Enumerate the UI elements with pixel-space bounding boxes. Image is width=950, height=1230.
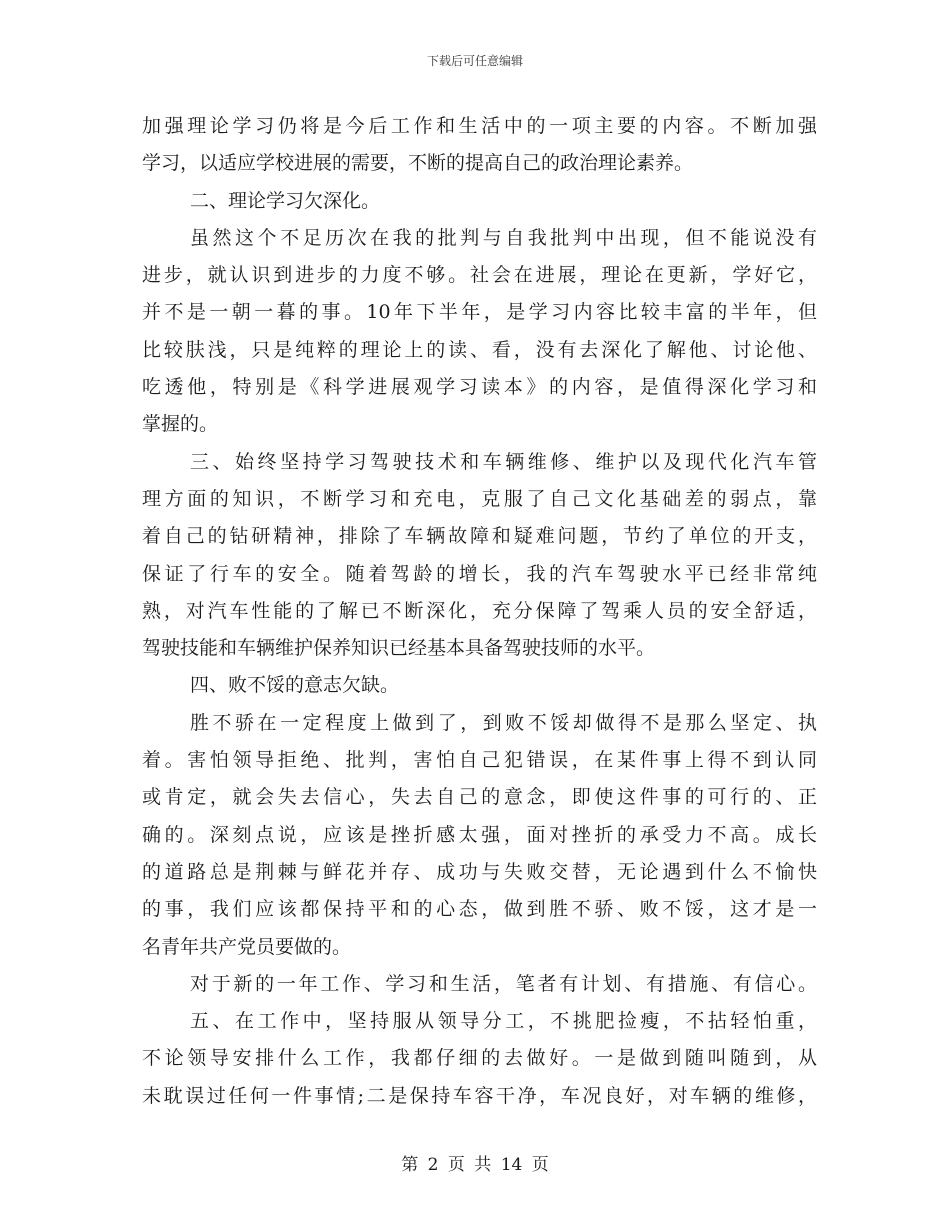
text-line: 着。害怕领导拒绝、批判，害怕自己犯错误，在某件事上得不到认同 [142, 749, 817, 772]
text-line: 二、理论学习欠深化。 [190, 189, 381, 212]
text-line: 学习，以适应学校进展的需要，不断的提高自己的政治理论素养。 [142, 152, 694, 175]
document-body [142, 108, 817, 1115]
text-line: 驾驶技能和车辆维护保养知识已经基本具备驾驶技师的水平。 [142, 637, 656, 660]
text-line: 的事，我们应该都保持平和的心态，做到胜不骄、败不馁，这才是一 [142, 898, 817, 921]
text-line: 吃透他，特别是《科学进展观学习读本》的内容，是值得深化学习和 [142, 376, 817, 399]
text-line: 三、始终坚持学习驾驶技术和车辆维修、维护以及现代化汽车管 [190, 450, 817, 473]
page-number-footer: 第 2 页 共 14 页 [401, 1155, 549, 1175]
text-line: 或肯定，就会失去信心，失去自己的意念，即使这件事的可行的、正 [142, 786, 817, 809]
page-header: 下载后可任意编辑 [426, 54, 523, 68]
text-line: 着自己的钻研精神，排除了车辆故障和疑难问题，节约了单位的开支， [142, 525, 817, 548]
text-line: 并不是一朝一暮的事。10年下半年，是学习内容比较丰富的半年，但 [142, 301, 817, 324]
text-line: 确的。深刻点说，应该是挫折感太强，面对挫折的承受力不高。成长 [142, 823, 817, 846]
text-line: 未耽误过任何一件事情;二是保持车容干净，车况良好，对车辆的维修， [142, 1084, 817, 1107]
text-line: 加强理论学习仍将是今后工作和生活中的一项主要的内容。不断加强 [142, 115, 817, 137]
text-line: 熟，对汽车性能的了解已不断深化，充分保障了驾乘人员的安全舒适， [142, 599, 817, 622]
text-line: 五、在工作中，坚持服从领导分工，不挑肥捡瘦，不拈轻怕重， [190, 1010, 817, 1033]
text-line: 比较肤浅，只是纯粹的理论上的读、看，没有去深化了解他、讨论他、 [142, 338, 817, 361]
text-line: 虽然这个不足历次在我的批判与自我批判中出现，但不能说没有 [190, 226, 817, 249]
text-line: 对于新的一年工作、学习和生活，笔者有计划、有措施、有信心。 [190, 972, 817, 995]
text-line: 四、败不馁的意志欠缺。 [190, 674, 400, 697]
text-line: 胜不骄在一定程度上做到了，到败不馁却做得不是那么坚定、执 [190, 711, 817, 734]
text-line: 的道路总是荆棘与鲜花并存、成功与失败交替，无论遇到什么不愉快 [142, 860, 817, 883]
text-line: 名青年共产党员要做的。 [142, 935, 352, 958]
text-line: 保证了行车的安全。随着驾龄的增长，我的汽车驾驶水平已经非常纯 [142, 562, 817, 585]
text-line: 掌握的。 [142, 413, 219, 436]
text-line: 进步，就认识到进步的力度不够。社会在进展，理论在更新，学好它， [142, 264, 817, 287]
text-line: 理方面的知识，不断学习和充电，克服了自己文化基础差的弱点，靠 [142, 487, 817, 510]
text-line: 不论领导安排什么工作，我都仔细的去做好。一是做到随叫随到，从 [142, 1047, 817, 1070]
